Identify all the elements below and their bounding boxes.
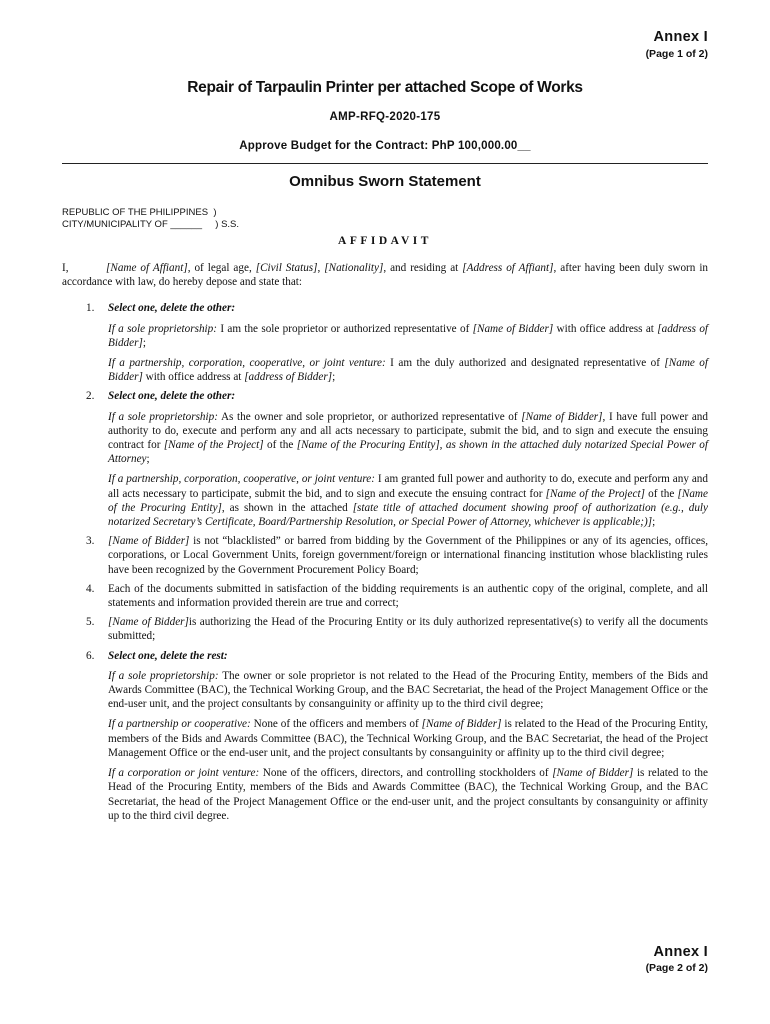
page-number-page2: (Page 2 of 2) (645, 962, 708, 974)
annex-label-page2: Annex I (653, 944, 708, 960)
venue-line-city: CITY/MUNICIPALITY OF ______ ) S.S. (62, 219, 240, 230)
list-item (62, 534, 708, 577)
item-heading: Select one, delete the other: (108, 390, 236, 403)
list-item (62, 582, 708, 610)
item-number: 5. (86, 616, 95, 629)
document-title: Repair of Tarpaulin Printer per attached Scope of Works (187, 79, 583, 96)
list-item (62, 301, 708, 384)
approved-budget: Approve Budget for the Contract: PhP 100,000.00__ (239, 140, 531, 152)
item-text: Each of the documents submitted in satisfaction of the bidding requirements is an authentic copy of the original, complete, and all statements and information provided therein are true and correct; (108, 582, 708, 610)
venue-block (62, 207, 239, 231)
item-number: 3. (86, 535, 95, 548)
option-partnership: If a partnership or cooperative: None of the officers and members of [Name of Bidder] is related to the Head of the Procuring Entity, members of the Bids and Awards Committee (BAC), the Technical Working Group, and the BAC Secretariat, the head of the Project Management Office or the end-user unit, and the project consultants by consanguinity or affinity up to the third civil degree; (108, 718, 708, 759)
statement-title: Omnibus Sworn Statement (289, 173, 481, 190)
option-sole-proprietorship: If a sole proprietorship: I am the sole proprietor or authorized representative of [Name of Bidder] with office address at [address of Bidder]; (108, 322, 709, 349)
item-number: 2. (86, 390, 95, 403)
option-sole-proprietorship: If a sole proprietorship: As the owner and sole proprietor, or authorized representative of [Name of Bidder], I have full power and authority to do, execute and perform any and all acts necessary to participate, submit the bid, and to sign and execute the ensuing contract for [Name of the Project] of the [Name of the Procuring Entity], as shown in the attached duly notarized Special Power of Attorney; (108, 410, 708, 466)
intro-paragraph: I, [Name of Affiant], of legal age, [Civil Status], [Nationality], and residing at [Address of Affiant], after having been duly sworn in accordance with law, do hereby depose and state that: (62, 262, 709, 289)
nationality-placeholder: [Nationality] (324, 262, 384, 274)
list-item (62, 615, 708, 643)
item-number: 6. (86, 649, 95, 662)
intro-lead: I, (62, 262, 69, 274)
list-item (62, 649, 708, 823)
item-text: [Name of Bidder] is not “blacklisted” or barred from bidding by the Government of the Philippines or any of its agencies, offices, corporations, or Local Government Units, foreign government/foreign or international financing institution whose blacklisting rules have been recognized by the Government Procurement Policy Board; (108, 535, 708, 576)
item-number: 4. (86, 582, 95, 595)
item-heading: Select one, delete the rest: (108, 649, 228, 662)
option-partnership: If a partnership, corporation, cooperative, or joint venture: I am granted full power and authority to do, execute and perform any and all acts necessary to participate, submit the bid, and to sign and execute the ensuing contract for [Name of the Project] of the [Name of the Procuring Entity], as shown in the attached [state title of attached document showing proof of authorization (e.g., duly notarized Secretary’s Certificate, Board/Partnership Resolution, or Special Power of Attorney, whichever is applicable;)]; (108, 473, 709, 529)
venue-line-republic: REPUBLIC OF THE PHILIPPINES ) (62, 207, 217, 218)
annex-label: Annex I (653, 29, 708, 45)
affiant-address-placeholder: [Address of Affiant] (462, 262, 554, 274)
affidavit-heading: AFFIDAVIT (338, 235, 432, 247)
list-item (62, 389, 708, 529)
divider (62, 163, 708, 164)
item-number: 1. (86, 302, 95, 315)
page-number: (Page 1 of 2) (645, 48, 708, 60)
affiant-name-placeholder: [Name of Affiant] (106, 262, 188, 274)
reference-number: AMP-RFQ-2020-175 (329, 111, 441, 123)
item-heading: Select one, delete the other: (108, 302, 236, 315)
civil-status-placeholder: [Civil Status] (255, 262, 318, 274)
option-sole-proprietorship: If a sole proprietorship: The owner or sole proprietor is not related to the Head of the Procuring Entity, members of the Bids and Awards Committee (BAC), the Technical Working Group, and the BAC Secretariat, the head of the Project Management Office or the end-user unit, and the project consultants by consanguinity or affinity up to the third civil degree; (108, 669, 709, 711)
item-text: [Name of Bidder]is authorizing the Head of the Procuring Entity or its duly authorized representative(s) to verify all the documents submitted; (108, 616, 708, 643)
option-partnership: If a partnership, corporation, cooperative, or joint venture: I am the duly authorized and designated representative of [Name of Bidder] with office address at [address of Bidder]; (108, 357, 709, 384)
option-corporation: If a corporation or joint venture: None of the officers, directors, and controlling stockholders of [Name of Bidder] is related to the Head of the Procuring Entity, members of the Bids and Awards Committee (BAC), the Technical Working Group, and the BAC Secretariat, the head of the Project Management Office or the end-user unit, and the project consultants by consanguinity or affinity up to the third civil degree. (108, 767, 708, 822)
affidavit-body (62, 261, 708, 828)
